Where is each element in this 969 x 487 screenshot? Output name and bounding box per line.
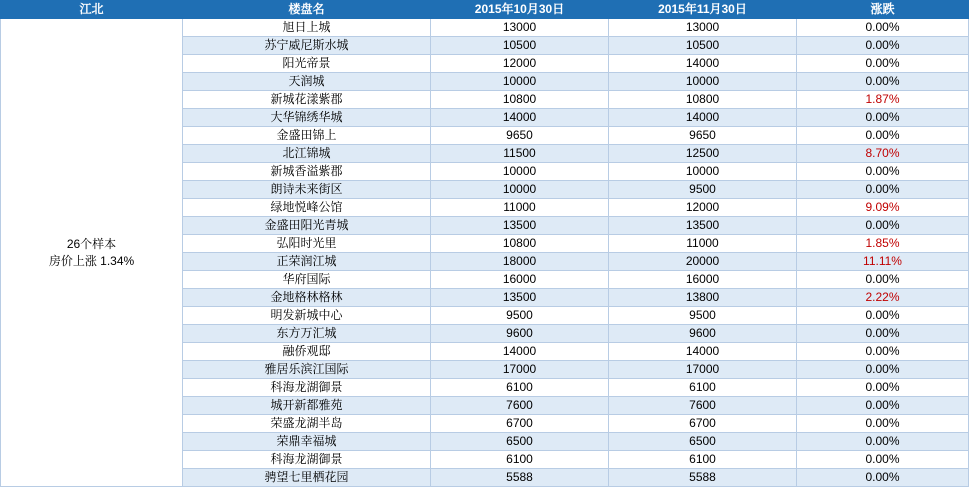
cell-project-name: 苏宁威尼斯水城 <box>183 37 431 55</box>
cell-change-percent: 0.00% <box>797 397 969 415</box>
cell-price-october: 10800 <box>431 235 609 253</box>
cell-price-october: 6100 <box>431 451 609 469</box>
cell-change-percent: 0.00% <box>797 343 969 361</box>
cell-price-october: 6100 <box>431 379 609 397</box>
cell-price-october: 10000 <box>431 73 609 91</box>
cell-project-name: 天润城 <box>183 73 431 91</box>
cell-price-october: 16000 <box>431 271 609 289</box>
cell-change-percent: 0.00% <box>797 109 969 127</box>
cell-price-november: 9650 <box>609 127 797 145</box>
cell-change-percent: 1.87% <box>797 91 969 109</box>
cell-project-name: 荣鼎幸福城 <box>183 433 431 451</box>
cell-price-october: 14000 <box>431 343 609 361</box>
cell-price-november: 14000 <box>609 109 797 127</box>
cell-price-november: 11000 <box>609 235 797 253</box>
cell-price-october: 14000 <box>431 109 609 127</box>
cell-change-percent: 0.00% <box>797 55 969 73</box>
cell-project-name: 雅居乐滨江国际 <box>183 361 431 379</box>
cell-change-percent: 0.00% <box>797 379 969 397</box>
cell-price-november: 13000 <box>609 19 797 37</box>
cell-change-percent: 0.00% <box>797 127 969 145</box>
header-region: 江北 <box>1 1 183 19</box>
cell-change-percent: 0.00% <box>797 19 969 37</box>
cell-price-november: 5588 <box>609 469 797 487</box>
cell-price-november: 10000 <box>609 73 797 91</box>
cell-price-october: 9600 <box>431 325 609 343</box>
cell-project-name: 弘阳时光里 <box>183 235 431 253</box>
cell-project-name: 金盛田锦上 <box>183 127 431 145</box>
cell-project-name: 科海龙湖御景 <box>183 451 431 469</box>
cell-change-percent: 0.00% <box>797 163 969 181</box>
cell-price-october: 17000 <box>431 361 609 379</box>
cell-project-name: 华府国际 <box>183 271 431 289</box>
header-name: 楼盘名 <box>183 1 431 19</box>
cell-price-october: 13500 <box>431 217 609 235</box>
cell-project-name: 新城香溢紫郡 <box>183 163 431 181</box>
cell-project-name: 明发新城中心 <box>183 307 431 325</box>
cell-change-percent: 0.00% <box>797 415 969 433</box>
cell-price-october: 10000 <box>431 163 609 181</box>
cell-project-name: 科海龙湖御景 <box>183 379 431 397</box>
cell-price-november: 6100 <box>609 379 797 397</box>
cell-change-percent: 0.00% <box>797 469 969 487</box>
cell-project-name: 金地格林格林 <box>183 289 431 307</box>
cell-change-percent: 0.00% <box>797 307 969 325</box>
cell-price-october: 18000 <box>431 253 609 271</box>
cell-price-october: 10000 <box>431 181 609 199</box>
cell-project-name: 融侨观邸 <box>183 343 431 361</box>
summary-line-2: 房价上涨 1.34% <box>48 253 135 268</box>
cell-price-october: 10800 <box>431 91 609 109</box>
header-nov: 2015年11月30日 <box>609 1 797 19</box>
cell-price-november: 10800 <box>609 91 797 109</box>
cell-change-percent: 0.00% <box>797 181 969 199</box>
cell-change-percent: 0.00% <box>797 361 969 379</box>
cell-price-november: 10000 <box>609 163 797 181</box>
cell-price-october: 10500 <box>431 37 609 55</box>
cell-project-name: 绿地悦峰公馆 <box>183 199 431 217</box>
cell-price-november: 14000 <box>609 55 797 73</box>
cell-price-november: 12000 <box>609 199 797 217</box>
header-oct: 2015年10月30日 <box>431 1 609 19</box>
cell-price-october: 9500 <box>431 307 609 325</box>
cell-project-name: 东方万汇城 <box>183 325 431 343</box>
cell-change-percent: 0.00% <box>797 217 969 235</box>
cell-change-percent: 11.11% <box>797 253 969 271</box>
table-row <box>1 19 969 37</box>
cell-price-october: 7600 <box>431 397 609 415</box>
cell-change-percent: 0.00% <box>797 271 969 289</box>
cell-project-name: 大华锦绣华城 <box>183 109 431 127</box>
cell-price-october: 13000 <box>431 19 609 37</box>
cell-price-november: 14000 <box>609 343 797 361</box>
cell-change-percent: 9.09% <box>797 199 969 217</box>
cell-project-name: 新城花漾紫郡 <box>183 91 431 109</box>
cell-project-name: 荣盛龙湖半岛 <box>183 415 431 433</box>
cell-change-percent: 8.70% <box>797 145 969 163</box>
cell-price-november: 9600 <box>609 325 797 343</box>
cell-price-november: 13800 <box>609 289 797 307</box>
cell-price-october: 6500 <box>431 433 609 451</box>
cell-price-november: 6700 <box>609 415 797 433</box>
cell-change-percent: 0.00% <box>797 73 969 91</box>
cell-project-name: 金盛田阳光青城 <box>183 217 431 235</box>
cell-price-october: 11000 <box>431 199 609 217</box>
header-change: 涨跌 <box>797 1 969 19</box>
cell-price-november: 9500 <box>609 307 797 325</box>
cell-price-november: 7600 <box>609 397 797 415</box>
cell-project-name: 朗诗未来街区 <box>183 181 431 199</box>
cell-change-percent: 1.85% <box>797 235 969 253</box>
cell-price-november: 16000 <box>609 271 797 289</box>
cell-price-november: 17000 <box>609 361 797 379</box>
cell-price-october: 12000 <box>431 55 609 73</box>
cell-price-november: 10500 <box>609 37 797 55</box>
cell-price-october: 6700 <box>431 415 609 433</box>
cell-price-november: 20000 <box>609 253 797 271</box>
cell-price-october: 5588 <box>431 469 609 487</box>
table-body <box>1 1 969 487</box>
cell-change-percent: 2.22% <box>797 289 969 307</box>
cell-project-name: 北江锦城 <box>183 145 431 163</box>
cell-change-percent: 0.00% <box>797 37 969 55</box>
cell-price-october: 11500 <box>431 145 609 163</box>
cell-price-november: 9500 <box>609 181 797 199</box>
cell-price-november: 6500 <box>609 433 797 451</box>
table-header-row <box>1 1 969 19</box>
cell-change-percent: 0.00% <box>797 325 969 343</box>
cell-price-november: 13500 <box>609 217 797 235</box>
summary-cell <box>1 19 183 487</box>
cell-change-percent: 0.00% <box>797 433 969 451</box>
cell-price-november: 6100 <box>609 451 797 469</box>
cell-project-name: 旭日上城 <box>183 19 431 37</box>
cell-project-name: 阳光帝景 <box>183 55 431 73</box>
cell-project-name: 正荣润江城 <box>183 253 431 271</box>
cell-price-october: 13500 <box>431 289 609 307</box>
summary-line-1: 26个样本 <box>66 236 117 251</box>
cell-price-november: 12500 <box>609 145 797 163</box>
cell-change-percent: 0.00% <box>797 451 969 469</box>
cell-project-name: 骋望七里栖花园 <box>183 469 431 487</box>
cell-project-name: 城开新都雅苑 <box>183 397 431 415</box>
cell-price-october: 9650 <box>431 127 609 145</box>
